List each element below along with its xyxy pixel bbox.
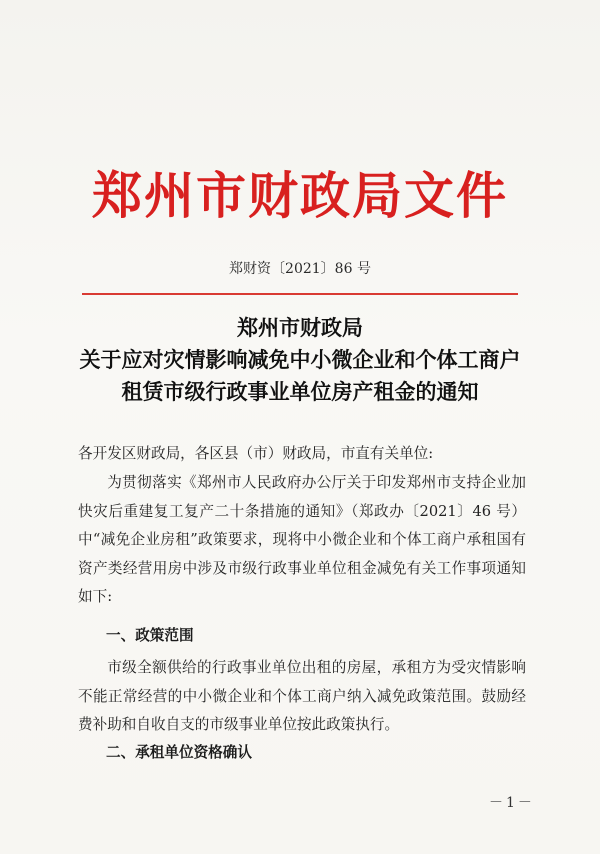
notice-title: [0, 312, 600, 408]
document-header-title: 郑州市财政局文件: [92, 166, 508, 225]
page-number: －1－: [489, 795, 535, 811]
notice-title-line-1: 郑州市财政局: [237, 315, 363, 340]
red-divider-line: [82, 293, 518, 295]
section-heading-tenant-qualification: 二、承租单位资格确认: [106, 744, 252, 761]
notice-title-line-3: 租赁市级行政事业单位房产租金的通知: [121, 379, 479, 404]
body-paragraph-2: 市级全额供给的行政事业单位出租的房屋，承租方为受灾情影响不能正常经营的中小微企业和个体工商户纳入减免政策范围。鼓励经费补助和自收自支的市级事业单位按此政策执行。: [78, 659, 526, 733]
salutation: 各开发区财政局，各区县（市）财政局，市直有关单位:: [78, 445, 434, 462]
section-heading-policy-scope: 一、政策范围: [106, 627, 194, 644]
body-paragraph-1: 为贯彻落实《郑州市人民政府办公厅关于印发郑州市支持企业加快灾后重建复工复产二十条措施的通知》（郑政办〔2021〕46 号）中“减免企业房租”政策要求，现将中小微企业和个体工商户承租国有资产类经营用房中涉及市级行政事业单位租金减免有关工作事项通知如下:: [78, 474, 526, 605]
notice-title-line-2: 关于应对灾情影响减免中小微企业和个体工商户: [79, 347, 521, 372]
document-number: 郑财资〔2021〕86 号: [229, 261, 371, 277]
